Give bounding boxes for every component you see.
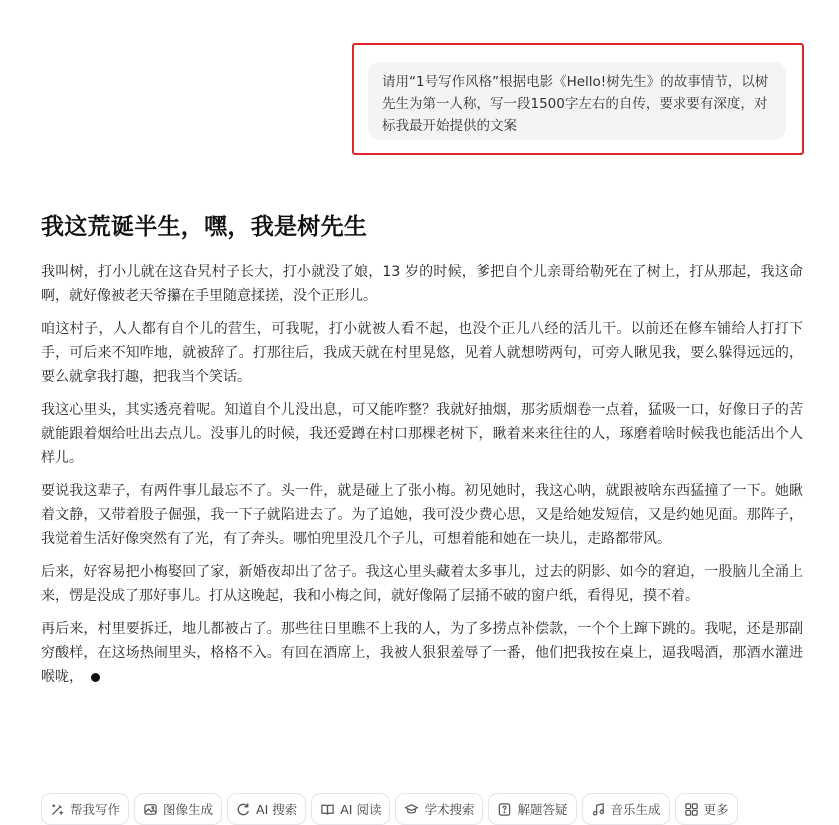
skill-toolbar — [41, 793, 738, 825]
image-icon — [143, 802, 158, 817]
image-gen-label: 图像生成 — [163, 802, 214, 817]
more-label: 更多 — [703, 802, 729, 817]
music-note-icon — [591, 802, 606, 817]
search-refresh-icon — [236, 802, 251, 817]
answer-paragraph: 后来，好容易把小梅娶回了家，新婚夜却出了岔子。我这心里头藏着太多事儿，过去的阴影、如今的窘迫，一股脑儿全涌上来，愣是没成了那好事儿。打从这晚起，我和小梅之间，就好像隔了层捅不破的窗户纸，看得见，摸不着。 — [41, 564, 803, 604]
ai-read-label: AI 阅读 — [340, 802, 382, 817]
ai-search-label: AI 搜索 — [256, 802, 298, 817]
ai-read-button[interactable] — [311, 793, 390, 825]
answer-paragraph: 我叫树，打小儿就在这旮旯村子长大，打小就没了娘，13 岁的时候，爹把自个儿亲哥给勒死在了树上，打从那起，我这命啊，就好像被老天爷攥在手里随意揉搓，没个正形儿。 — [41, 264, 803, 304]
grid-icon — [684, 802, 699, 817]
streaming-cursor-icon — [91, 673, 100, 682]
academic-search-button[interactable] — [395, 793, 483, 825]
write-help-label: 帮我写作 — [70, 802, 121, 817]
question-doc-icon — [497, 802, 512, 817]
assistant-answer — [41, 210, 803, 698]
pen-sparkle-icon — [50, 802, 65, 817]
user-message-text: 请用“1号写作风格”根据电影《Hello!树先生》的故事情节，以树先生为第一人称，写一段1500字左右的自传，要求要有深度，对标我最开始提供的文案 — [382, 74, 769, 134]
answer-paragraph: 我这心里头，其实透亮着呢。知道自个儿没出息，可又能咋整？我就好抽烟，那劣质烟卷一点着，猛吸一口，好像日子的苦就能跟着烟给吐出去点儿。没事儿的时候，我还爱蹲在村口那棵老树下，瞅着来来往往的人，琢磨着啥时候我也能活出个人样儿。 — [41, 402, 803, 466]
write-help-button[interactable] — [41, 793, 129, 825]
graduation-cap-icon — [404, 802, 419, 817]
highlight-frame — [352, 43, 804, 155]
answer-title: 我这荒诞半生，嘿，我是树先生 — [41, 214, 368, 240]
image-gen-button[interactable] — [134, 793, 222, 825]
user-message-bubble — [368, 62, 786, 140]
answer-paragraph-streaming — [41, 617, 803, 689]
ai-search-button[interactable] — [227, 793, 306, 825]
more-button[interactable] — [675, 793, 738, 825]
answer-paragraph: 要说我这辈子，有两件事儿最忘不了。头一件，就是碰上了张小梅。初见她时，我这心呐，就跟被啥东西猛撞了一下。她瞅着文静，又带着股子倔强，我一下子就陷进去了。为了追她，我可没少费心思，又是给她发短信，又是约她见面。那阵子，我觉着生活好像突然有了光，有了奔头。哪怕兜里没几个子儿，可想着能和她在一块儿，走路都带风。 — [41, 483, 803, 547]
book-icon — [320, 802, 335, 817]
answer-paragraph: 咱这村子，人人都有自个儿的营生，可我呢，打小就被人看不起，也没个正儿八经的活儿干。以前还在修车铺给人打打下手，可后来不知咋地，就被辞了。打那往后，我成天就在村里晃悠，见着人就想唠两句，可旁人瞅见我，要么躲得远远的，要么就拿我打趣，把我当个笑话。 — [41, 321, 803, 385]
music-gen-button[interactable] — [582, 793, 670, 825]
academic-search-label: 学术搜索 — [424, 802, 475, 817]
music-gen-label: 音乐生成 — [610, 802, 661, 817]
answer-paragraph-text: 再后来，村里要拆迁，地儿都被占了。那些往日里瞧不上我的人，为了多捞点补偿款，一个个上蹿下跳的。我呢，还是那副穷酸样，在这场热闹里头，格格不入。有回在酒席上，我被人狠狠羞辱了一番，他们把我按在桌上，逼我喝酒，那酒水灌进喉咙， — [41, 621, 803, 685]
problem-solving-button[interactable] — [488, 793, 576, 825]
problem-solving-label: 解题答疑 — [517, 802, 568, 817]
